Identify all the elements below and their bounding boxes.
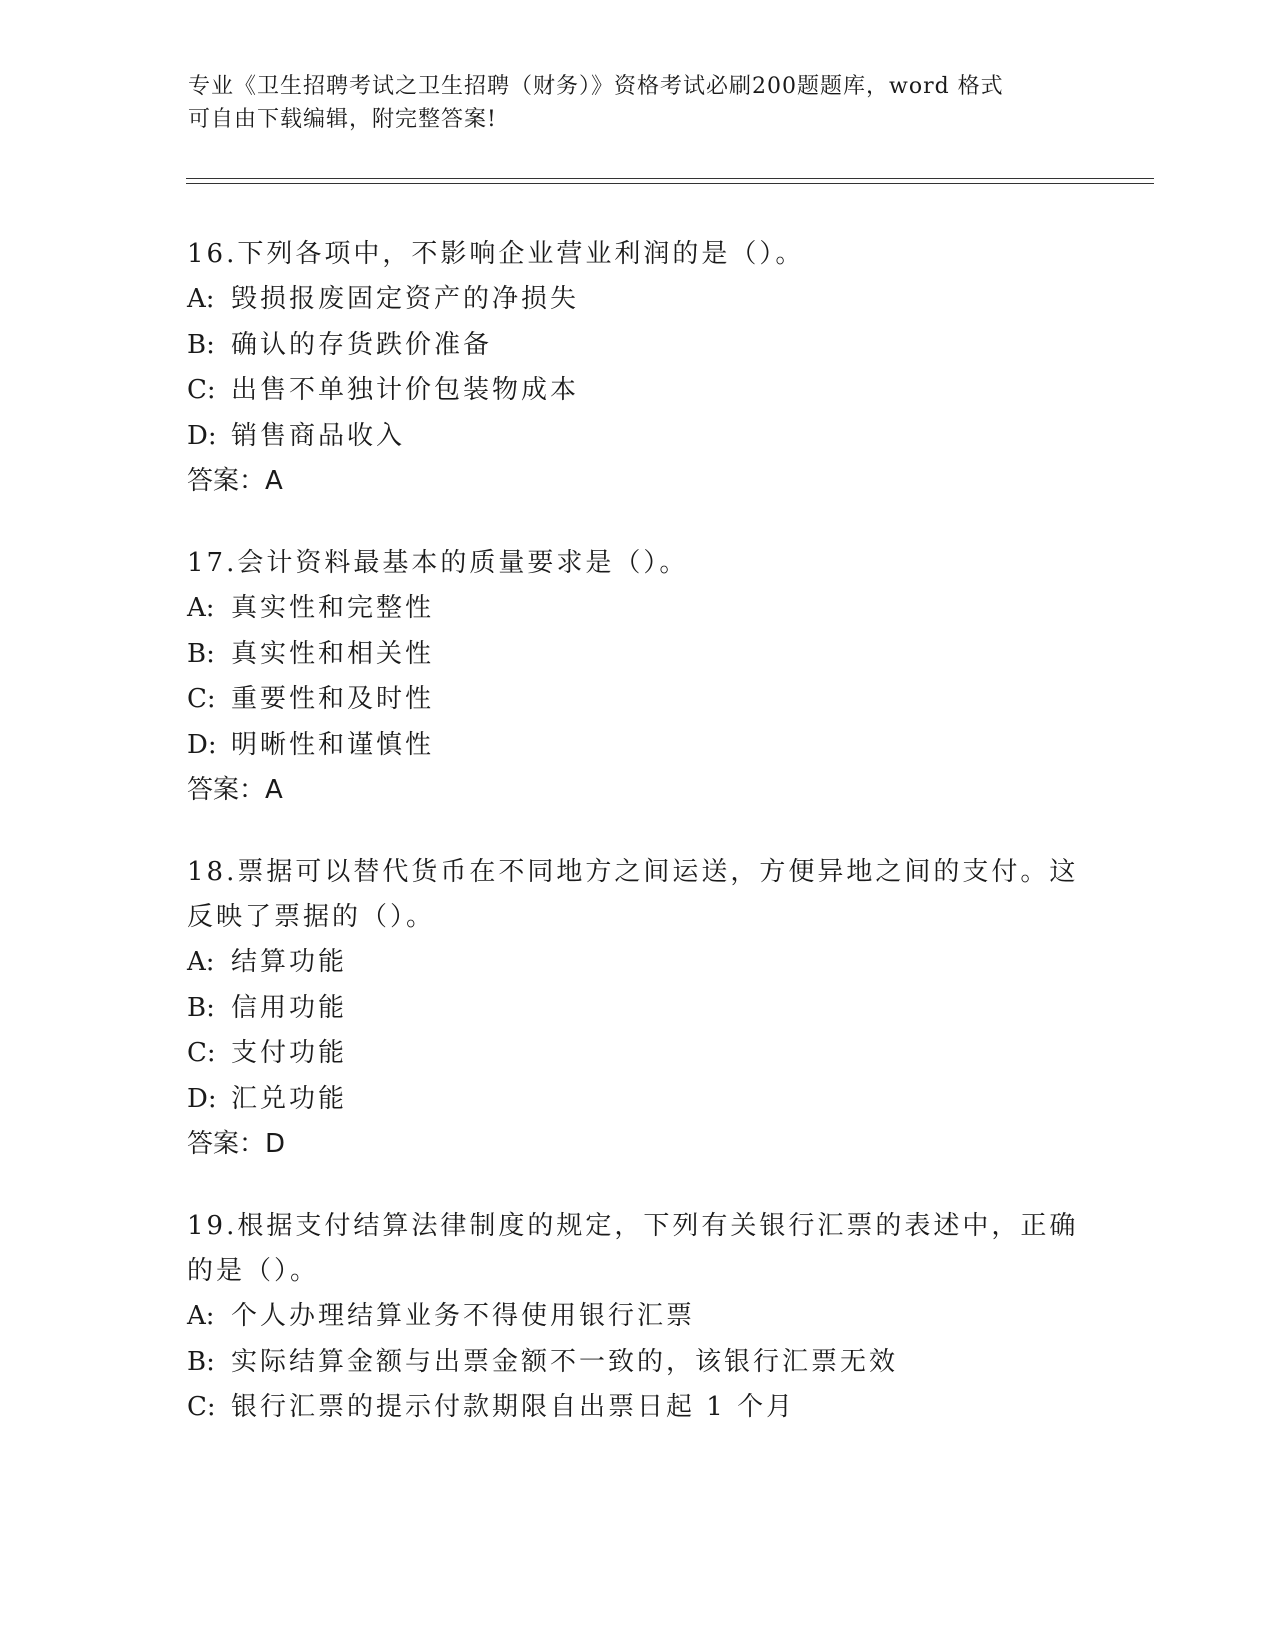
option-text: 确认的存货跌价准备 — [231, 329, 493, 360]
question-16 — [187, 232, 1087, 504]
option-letter: D: — [187, 729, 217, 760]
option-letter: B: — [187, 638, 215, 669]
option-text: 实际结算金额与出票金额不一致的，该银行汇票无效 — [231, 1346, 899, 1377]
option-text: 毁损报废固定资产的净损失 — [231, 284, 580, 314]
option-d — [187, 1077, 1087, 1123]
question-17 — [187, 541, 1087, 813]
header-line-2: 可自由下载编辑，附完整答案! — [188, 107, 497, 132]
question-stem-continued: 的是（）。 — [187, 1256, 320, 1286]
option-letter: C: — [187, 684, 216, 714]
option-b — [187, 632, 1087, 678]
option-letter: A: — [187, 284, 215, 314]
option-text: 结算功能 — [231, 947, 348, 977]
header-rule-bottom — [186, 183, 1154, 184]
option-text: 出售不单独计价包装物成本 — [231, 375, 580, 405]
option-letter: C: — [187, 1038, 216, 1068]
header-line-1: 专业《卫生招聘考试之卫生招聘（财务）》资格考试必刷200题题库，word 格式 — [188, 74, 1004, 99]
option-c — [187, 1385, 1087, 1431]
question-stem: 19.根据支付结算法律制度的规定，下列有关银行汇票的表述中，正确 — [187, 1211, 1079, 1241]
option-text: 汇兑功能 — [231, 1083, 348, 1114]
option-text: 个人办理结算业务不得使用银行汇票 — [231, 1301, 696, 1331]
option-text: 明晰性和谨慎性 — [231, 729, 435, 760]
option-letter: C: — [187, 375, 216, 405]
option-b — [187, 1340, 1087, 1386]
option-b — [187, 323, 1087, 369]
answer-line: 答案：A — [187, 775, 283, 805]
option-text: 信用功能 — [231, 992, 348, 1023]
question-stem: 18.票据可以替代货币在不同地方之间运送，方便异地之间的支付。这 — [187, 857, 1079, 887]
option-letter: D: — [187, 420, 217, 451]
option-a — [187, 277, 1087, 323]
question-18 — [187, 850, 1087, 1167]
question-19 — [187, 1204, 1087, 1431]
answer-line: 答案：D — [187, 1129, 286, 1159]
option-text: 销售商品收入 — [231, 420, 406, 451]
question-list — [187, 232, 1087, 1468]
option-d — [187, 723, 1087, 769]
answer-line: 答案：A — [187, 466, 283, 496]
option-text: 真实性和相关性 — [231, 638, 435, 669]
option-letter: D: — [187, 1083, 217, 1114]
option-letter: A: — [187, 1301, 215, 1331]
option-letter: B: — [187, 329, 215, 360]
option-a — [187, 586, 1087, 632]
option-letter: B: — [187, 992, 215, 1023]
header-rule-top — [186, 178, 1154, 179]
question-stem: 17.会计资料最基本的质量要求是（）。 — [187, 548, 689, 578]
option-text: 支付功能 — [231, 1038, 348, 1068]
option-text: 真实性和完整性 — [231, 593, 435, 623]
option-c — [187, 368, 1087, 414]
option-b — [187, 986, 1087, 1032]
question-stem: 16.下列各项中，不影响企业营业利润的是（）。 — [187, 239, 805, 269]
option-a — [187, 940, 1087, 986]
option-letter: A: — [187, 593, 215, 623]
option-c — [187, 1031, 1087, 1077]
option-letter: C: — [187, 1392, 216, 1422]
document-header — [188, 70, 1088, 136]
question-stem-continued: 反映了票据的（）。 — [187, 902, 436, 932]
option-d — [187, 414, 1087, 460]
option-text: 银行汇票的提示付款期限自出票日起 1 个月 — [231, 1392, 796, 1422]
option-a — [187, 1294, 1087, 1340]
option-letter: B: — [187, 1346, 215, 1377]
option-letter: A: — [187, 947, 215, 977]
option-text: 重要性和及时性 — [231, 684, 435, 714]
option-c — [187, 677, 1087, 723]
